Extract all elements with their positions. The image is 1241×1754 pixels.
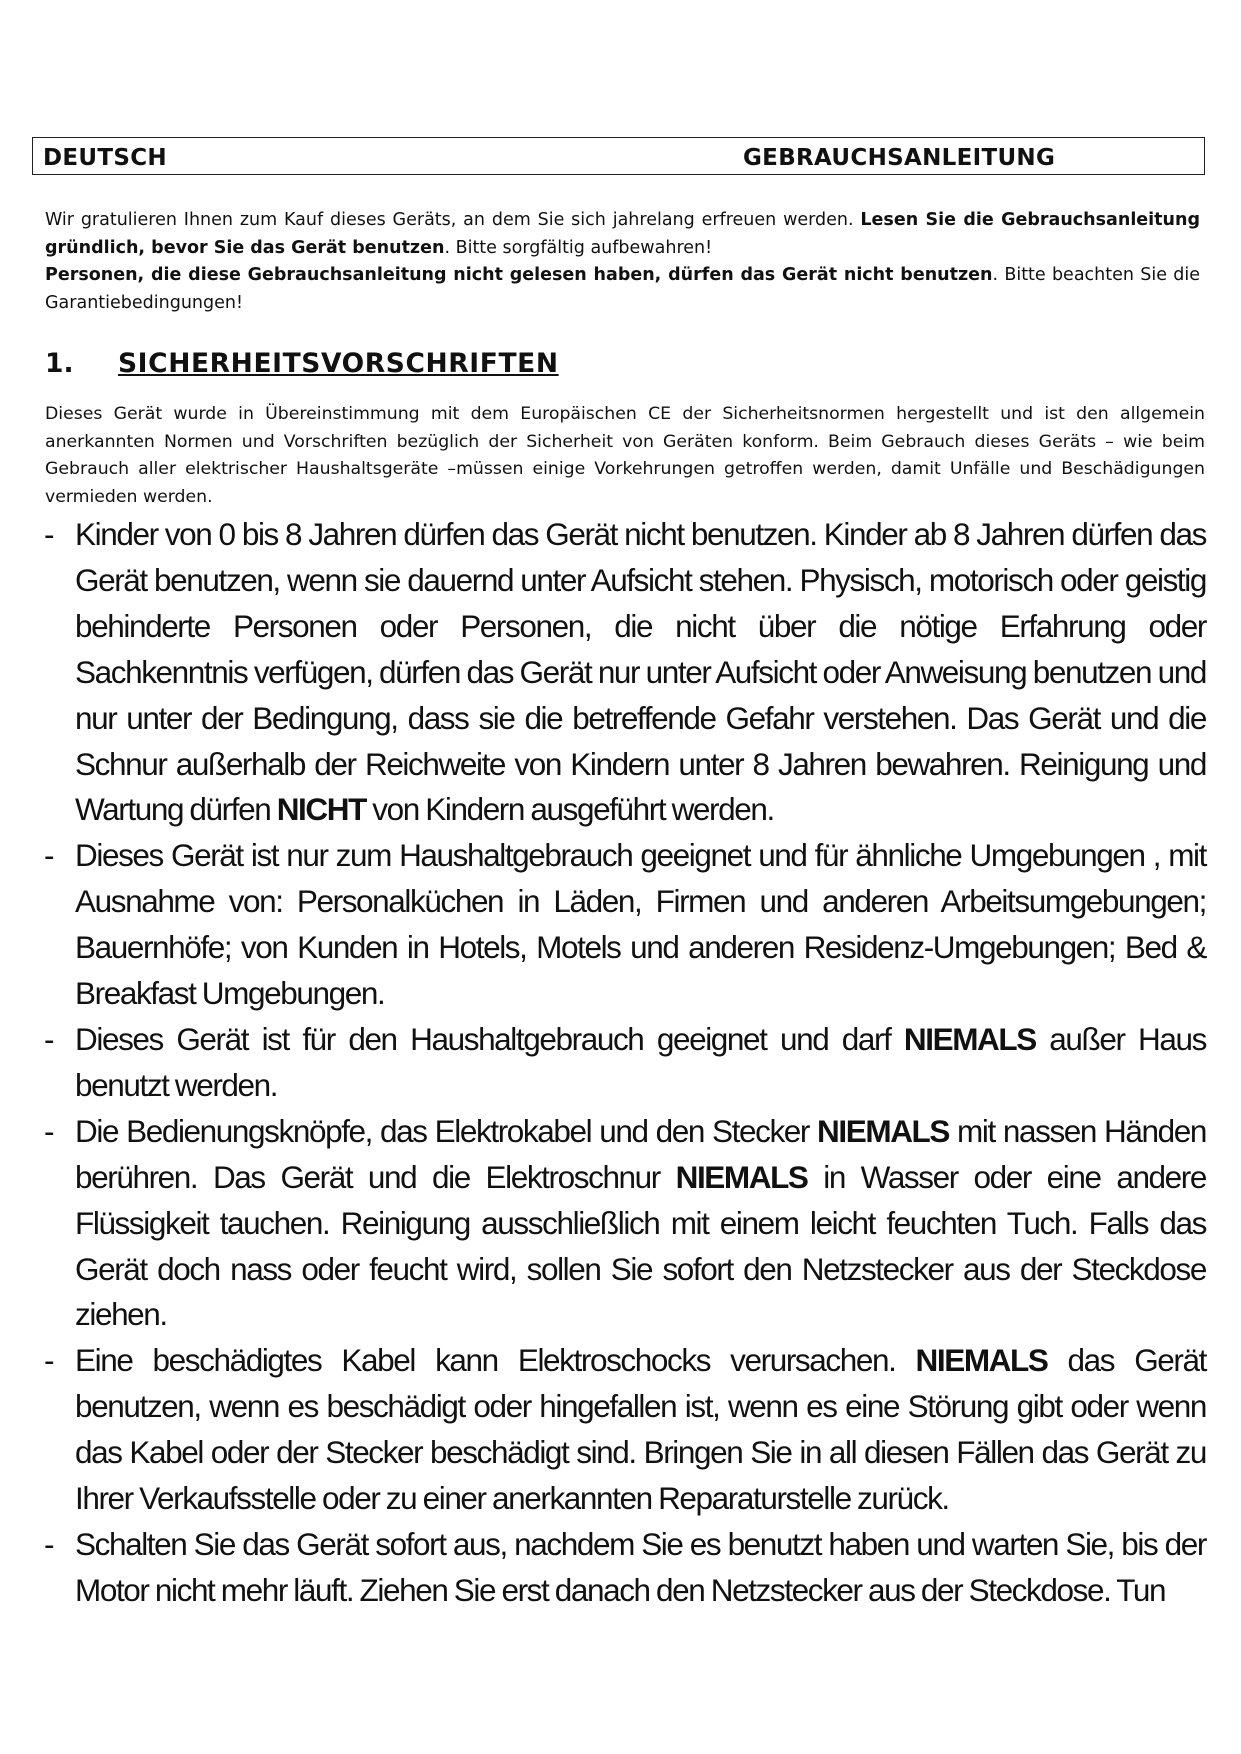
- intro-paragraph-1: Wir gratulieren Ihnen zum Kauf dieses Geräts, an dem Sie sich jahrelang erfreuen werden. Lesen Sie die Gebrauchsanleitung gründlich, bevor Sie das Gerät benutzen. Bitte sorgfältig aufbewahren!: [45, 210, 1200, 258]
- intro-text: [45, 207, 1200, 317]
- section-title: SICHERHEITSVORSCHRIFTEN: [118, 348, 559, 379]
- list-item: - Schalten Sie das Gerät sofort aus, nachdem Sie es benutzt haben und warten Sie, bis der Motor nicht mehr läuft. Ziehen Sie erst danach den Netzstecker aus der Steckdose. Tun: [44, 1525, 1206, 1608]
- list-item: - Dieses Gerät ist nur zum Haushaltgebrauch geeignet und für ähnliche Umgebungen , mit Ausnahme von: Personalküchen in Läden, Firmen und anderen Arbeitsumgebungen; Bauernhöfe; von Kunden in Hotels, Motels und anderen Residenz-Umgebungen; Bed & Breakfast Umgebungen.: [44, 837, 1206, 1012]
- list-item: - Dieses Gerät ist für den Haushaltgebrauch geeignet und darf NIEMALS außer Haus benutzt werden.: [44, 1020, 1206, 1103]
- list-item: - Kinder von 0 bis 8 Jahren dürfen das Gerät nicht benutzen. Kinder ab 8 Jahren dürfen das Gerät benutzen, wenn sie dauernd unter Aufsicht stehen. Physisch, motorisch oder geistig behinderte Personen oder Personen, die nicht über die nötige Erfahrung oder Sachkenntnis verfügen, dürfen das Gerät nur unter Aufsicht oder Anweisung benutzen und nur unter der Bedingung, dass sie die betreffende Gefahr verstehen. Das Gerät und die Schnur außerhalb der Reichweite von Kindern unter 8 Jahren bewahren. Reinigung und Wartung dürfen NICHT von Kindern ausgeführt werden.: [44, 516, 1206, 828]
- section-number: 1.: [45, 348, 74, 379]
- list-item: - Eine beschädigtes Kabel kann Elektroschocks verursachen. NIEMALS das Gerät benutzen, wenn es beschädigt oder hingefallen ist, wenn es eine Störung gibt oder wenn das Kabel oder der Stecker beschädigt sind. Bringen Sie in all diesen Fällen das Gerät zu Ihrer Verkaufsstelle oder zu einer anerkannten Reparaturstelle zurück.: [44, 1342, 1206, 1517]
- header-bar: [32, 137, 1205, 175]
- section-heading: [45, 348, 559, 379]
- list-item: - Die Bedienungsknöpfe, das Elektrokabel und den Stecker NIEMALS mit nassen Händen berühren. Das Gerät und die Elektroschnur NIEMALS in Wasser oder eine andere Flüssigkeit tauchen. Reinigung ausschließlich mit einem leicht feuchten Tuch. Falls das Gerät doch nass oder feucht wird, sollen Sie sofort den Netzstecker aus der Steckdose ziehen.: [44, 1112, 1207, 1333]
- safety-list: [44, 512, 1206, 1614]
- document-type-label: GEBRAUCHSANLEITUNG: [743, 145, 1056, 171]
- language-label: DEUTSCH: [43, 145, 167, 171]
- section-lead-paragraph: Dieses Gerät wurde in Übereinstimmung mit dem Europäischen CE der Sicherheitsnormen hergestellt und ist den allgemein anerkannten Normen und Vorschriften bezüglich der Sicherheit von Geräten konform. Beim Gebrauch dieses Geräts – wie beim Gebrauch aller elektrischer Haushaltsgeräte –müssen einige Vorkehrungen getroffen werden, damit Unfälle und Beschädigungen vermieden werden.: [45, 404, 1205, 507]
- intro-paragraph-2: Personen, die diese Gebrauchsanleitung nicht gelesen haben, dürfen das Gerät nicht benutzen. Bitte beachten Sie die Garantiebedingungen!: [45, 265, 1200, 313]
